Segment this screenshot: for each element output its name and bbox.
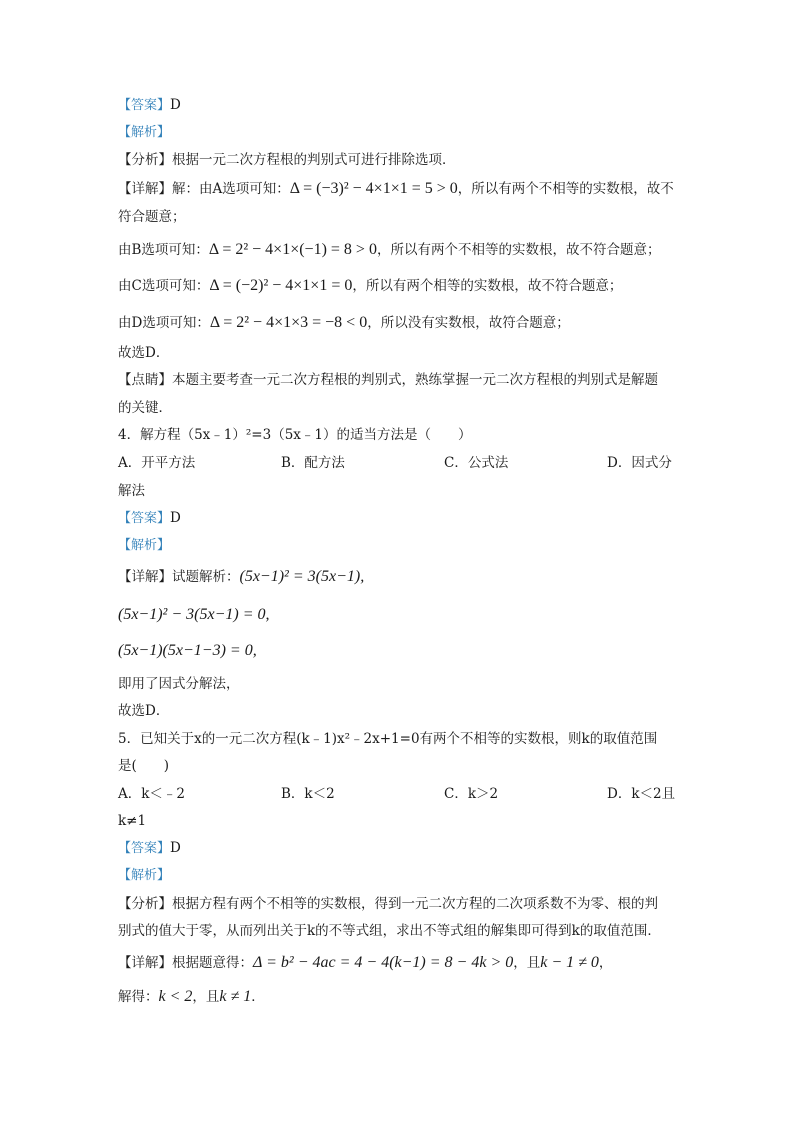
analysis-tag: 【解析】 xyxy=(118,125,171,140)
conclusion-text: 故选D． xyxy=(118,345,170,361)
fenxi-tag: 【分析】 xyxy=(118,896,172,912)
q4-method xyxy=(118,674,240,694)
step2-formula: (5x−1)² − 3(5x−1) = 0, xyxy=(118,606,270,623)
xiangjie-prefix: 试题解析： xyxy=(172,569,240,585)
q3-detail-line-a xyxy=(118,179,674,199)
line-a-cont: 符合题意； xyxy=(118,209,186,225)
q5-option-cont xyxy=(118,811,146,831)
solve-end: ． xyxy=(251,989,265,1005)
q5-question xyxy=(118,729,657,749)
analysis-tag: 【解析】 xyxy=(118,538,171,553)
q5-option-cont-text: k≠1 xyxy=(118,813,147,829)
line-d-suffix: ，所以没有实数根，故符合题意； xyxy=(367,315,570,331)
answer-value: D xyxy=(170,97,181,113)
method-text: 即用了因式分解法， xyxy=(118,676,240,692)
xiangjie-mid: ，且 xyxy=(513,955,541,971)
q3-conclusion xyxy=(118,343,169,363)
q5-solve-line xyxy=(118,987,265,1007)
q3-detail-line-a-cont xyxy=(118,207,186,227)
q4-question-text: 4．解方程（5x﹣1）²=3（5x﹣1）的适当方法是（ ） xyxy=(118,427,472,443)
analysis-tag: 【解析】 xyxy=(118,868,171,883)
q4-analysis-line xyxy=(118,535,170,556)
fenxi-text: 根据方程有两个不相等的实数根，得到一元二次方程的二次项系数不为零、根的判 xyxy=(172,896,658,912)
fenxi-text: 根据一元二次方程根的判别式可进行排除选项． xyxy=(172,152,456,168)
q4-question xyxy=(118,425,472,445)
line-c-suffix: ，所以有两个相等的实数根，故不符合题意； xyxy=(352,278,623,294)
q5-option-d: D．k＜2且 xyxy=(607,786,676,802)
q3-answer-line xyxy=(118,95,181,116)
xiangjie-tag: 【详解】 xyxy=(118,181,172,197)
line-a-prefix: 解：由A选项可知： xyxy=(172,181,290,197)
q5-detail-line xyxy=(118,953,612,973)
q3-analysis-line xyxy=(118,122,170,143)
dianjing-text: 本题主要考查一元二次方程根的判别式，熟练掌握一元二次方程根的判别式是解题 xyxy=(172,372,658,388)
formula-c: Δ = (−2)² − 4×1×1 = 0 xyxy=(209,277,353,294)
dianjing-cont-text: 的关键． xyxy=(118,400,172,416)
q5-question-cont xyxy=(118,756,169,776)
conclusion-text: 故选D． xyxy=(118,703,170,719)
q5-fenxi-cont xyxy=(118,921,661,941)
q4-option-cont-text: 解法 xyxy=(118,483,145,499)
q4-option-c: C．公式法 xyxy=(444,455,509,471)
q4-option-cont xyxy=(118,481,145,501)
q4-option-b: B．配方法 xyxy=(281,455,345,471)
xiangjie-end: ， xyxy=(598,955,613,971)
q4-step3 xyxy=(118,641,257,661)
dianjing-tag: 【点睛】 xyxy=(118,372,172,388)
q5-fenxi-line xyxy=(118,894,658,914)
line-b-prefix: 由B选项可知： xyxy=(118,242,209,258)
q5-question-cont-text: 是( ) xyxy=(118,758,170,774)
fenxi-tag: 【分析】 xyxy=(118,152,172,168)
q3-detail-line-c xyxy=(118,276,622,296)
fenxi-cont-text: 别式的值大于零，从而列出关于k的不等式组，求出不等式组的解集即可得到k的取值范围． xyxy=(118,923,661,939)
q5-analysis-line xyxy=(118,865,170,886)
answer-value: D xyxy=(170,840,181,856)
q4-detail-line xyxy=(118,567,364,587)
condition-formula: k − 1 ≠ 0 xyxy=(540,954,599,971)
q5-option-b: B．k＜2 xyxy=(281,786,335,802)
xiangjie-prefix: 根据题意得： xyxy=(172,955,253,971)
line-a-suffix: ，所以有两个不相等的实数根，故不 xyxy=(457,181,674,197)
q4-option-d: D．因式分 xyxy=(607,455,672,471)
discriminant-formula: Δ = b² − 4ac = 4 − 4(k−1) = 8 − 4k > 0 xyxy=(253,954,514,971)
q5-option-c: C．k＞2 xyxy=(444,786,499,802)
q3-detail-line-d xyxy=(118,313,570,333)
q5-answer-line xyxy=(118,838,181,859)
solve-formula-2: k ≠ 1 xyxy=(219,988,252,1005)
formula-b: Δ = 2² − 4×1×(−1) = 8 > 0 xyxy=(208,241,377,258)
answer-tag: 【答案】 xyxy=(118,511,171,526)
answer-tag: 【答案】 xyxy=(118,98,171,113)
answer-value: D xyxy=(170,510,181,526)
q4-answer-line xyxy=(118,508,181,529)
xiangjie-tag: 【详解】 xyxy=(118,955,172,971)
solve-prefix: 解得： xyxy=(118,989,159,1005)
solve-mid: ，且 xyxy=(192,989,220,1005)
formula-d: Δ = 2² − 4×1×3 = −8 < 0 xyxy=(209,314,368,331)
solve-formula-1: k < 2 xyxy=(158,988,193,1005)
q5-question-text: 5．已知关于x的一元二次方程(k﹣1)x²﹣2x+1=0有两个不相等的实数根，则k的取值范围 xyxy=(118,731,658,747)
q4-step2 xyxy=(118,605,270,625)
line-c-prefix: 由C选项可知： xyxy=(118,278,210,294)
step1-formula: (5x−1)² = 3(5x−1), xyxy=(239,568,365,585)
formula-a: Δ = (−3)² − 4×1×1 = 5 > 0 xyxy=(289,180,458,197)
q3-detail-line-b xyxy=(118,240,660,260)
line-d-prefix: 由D选项可知： xyxy=(118,315,210,331)
xiangjie-tag: 【详解】 xyxy=(118,569,172,585)
line-b-suffix: ，所以有两个不相等的实数根，故不符合题意； xyxy=(376,242,661,258)
q3-dianjing-line xyxy=(118,370,658,390)
q4-option-a: A．开平方法 xyxy=(118,455,196,471)
q4-conclusion xyxy=(118,701,169,721)
q3-fenxi-line xyxy=(118,150,456,170)
q5-option-a: A．k＜﹣2 xyxy=(118,786,186,802)
step3-formula: (5x−1)(5x−1−3) = 0, xyxy=(118,642,257,659)
answer-tag: 【答案】 xyxy=(118,841,171,856)
q3-dianjing-cont xyxy=(118,398,172,418)
